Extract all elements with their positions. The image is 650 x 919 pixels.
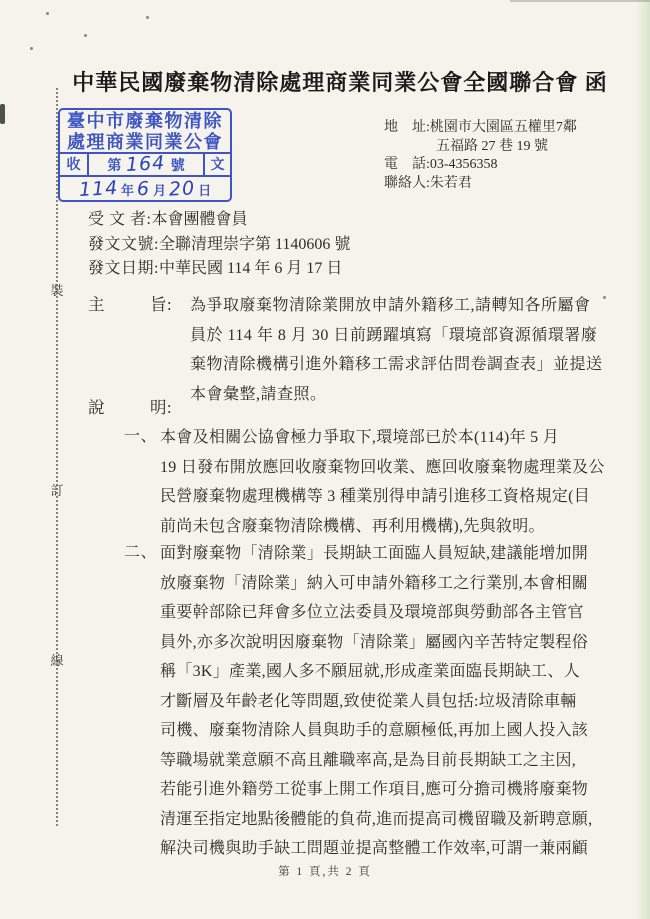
address-row [384, 119, 577, 138]
item2-text [160, 539, 592, 864]
doc-date-label: 發文日期: [88, 260, 159, 278]
stamp-number-suffix: 號 [170, 158, 185, 174]
stamp-doc-label: 文 [203, 154, 230, 175]
scan-speckle [84, 34, 87, 37]
item1-text [160, 423, 605, 541]
sender-contact-block [384, 119, 577, 193]
page-number-footer: 第 1 頁,共 2 頁 [278, 866, 372, 878]
explanation-label-second: 明: [150, 398, 173, 417]
item2-number: 二、 [124, 544, 158, 561]
scan-speckle [603, 296, 606, 299]
subject-line: 本會彙整,請查照。 [190, 385, 327, 403]
stamp-handwritten-day: 20 [168, 176, 196, 201]
item2-line: 重要幹部除已拜會多位立法委員及環境部與勞動部各主管官 [160, 604, 584, 622]
item2-line: 面對廢棄物「清除業」長期缺工面臨人員短缺,建議能增加開 [160, 545, 589, 562]
scan-speckle [30, 47, 33, 50]
address-line2: 五福路 27 巷 19 號 [436, 138, 548, 154]
item2-line: 員外,亦多次說明因廢棄物「清除業」屬國內辛苦特定製程俗 [160, 633, 589, 651]
stamp-handwritten-number: 164 [125, 151, 167, 177]
phone-label: 電 話: [384, 157, 430, 172]
item2-line: 若能引進外籍勞工從事上開工作項目,應可分擔司機將廢棄物 [160, 781, 589, 799]
doc-date-value: 中華民國 114 年 6 月 17 日 [158, 260, 343, 278]
stamp-day-unit: 日 [198, 182, 212, 198]
page-title: 中華民國廢棄物清除處理商業同業公會全國聯合會 函 [72, 70, 608, 95]
stamp-number-prefix: 第 [107, 158, 122, 174]
stamp-date-row [60, 177, 230, 201]
address-label: 地 址: [384, 120, 430, 135]
scan-speckle [146, 16, 149, 19]
subject-line: 棄物清除機構引進外籍移工需求評估問卷調查表」並提送 [190, 356, 603, 374]
doc-number-value: 全聯清理崇字第 1140606 號 [158, 235, 351, 253]
stamp-org-line1: 臺中市廢棄物清除 [67, 111, 223, 131]
item2-line: 等職場就業意願不高且離職率高,是為目前長期缺工之主因, [160, 751, 577, 769]
recipient-row [88, 208, 350, 233]
contact-person-value: 朱若君 [429, 175, 472, 191]
doc-date-row [88, 257, 350, 282]
item2-line: 才斷層及年齡老化等問題,致使從業人員包括:垃圾清除車輛 [160, 692, 577, 710]
item2-line: 稱「3K」產業,國人多不願屈就,形成產業面臨長期缺工、人 [160, 663, 580, 681]
doc-number-row [88, 233, 350, 258]
item2-line: 司機、廢棄物清除人員與助手的意願極低,再加上國人投入該 [160, 722, 589, 740]
contact-person-label: 聯絡人: [384, 175, 430, 191]
explanation-label-first: 說 [88, 398, 105, 417]
stamp-doc-number-cell [89, 151, 203, 177]
stamp-receive-label: 收 [60, 154, 89, 175]
subject-line: 為爭取廢棄物清除業開放申請外籍移工,請轉知各所屬會 [190, 297, 591, 314]
scan-smudge [0, 104, 5, 124]
item1-line: 民營廢棄物處理機構等 3 種業別得申請引進移工資格規定(目 [160, 488, 591, 506]
binding-mark-ding: 訂 [50, 483, 64, 498]
item1-line: 19 日發布開放應回收廢棄物回收業、應回收廢棄物處理業及公 [160, 458, 605, 476]
address-row2 [384, 138, 577, 157]
subject-label-second: 旨: [150, 295, 173, 314]
subject-line: 員於 114 年 8 月 30 日前踴躍填寫「環境部資源循環署廢 [190, 326, 598, 344]
letter-meta-block [88, 208, 350, 282]
item2-line: 解決司機與助手缺工問題並提高整體工作效率,可謂一兼兩顧 [160, 840, 589, 858]
phone-row [384, 156, 577, 175]
subject-label-first: 主 [88, 295, 105, 314]
item1-number: 一、 [124, 428, 158, 445]
stamp-handwritten-year: 114 [78, 176, 119, 201]
subject-text [190, 291, 603, 409]
receiving-stamp [58, 108, 232, 202]
stamp-doc-number-row [60, 152, 230, 177]
recipient-value: 本會團體會員 [151, 211, 248, 228]
address-line1: 桃園市大園區五權里7鄰 [429, 120, 577, 135]
item1-line: 前尚未包含廢棄物清除機構、再利用機構),先與敘明。 [160, 517, 545, 535]
item1-line: 本會及相關公協會極力爭取下,環境部已於本(114)年 5 月 [160, 429, 560, 446]
scan-speckle [46, 12, 49, 15]
doc-number-label: 發文文號: [88, 235, 159, 253]
binding-mark-zhuang: 裝 [50, 283, 64, 298]
recipient-label: 受 文 者: [88, 211, 152, 228]
binding-mark-xian: 線 [50, 653, 64, 668]
stamp-handwritten-month: 6 [136, 177, 151, 200]
stamp-month-unit: 月 [153, 182, 167, 198]
item2-line: 清運至指定地點後體能的負荷,進而提高司機留職及新聘意願, [160, 810, 593, 828]
phone-value: 03-4356358 [429, 157, 498, 172]
item2-line: 放廢棄物「清除業」納入可申請外籍移工之行業別,本會相關 [160, 574, 589, 592]
stamp-year-unit: 年 [120, 182, 134, 198]
contact-person-row [384, 175, 577, 194]
stamp-org-line2: 處理商業同業公會 [67, 132, 223, 152]
scan-edge-tint [636, 0, 650, 919]
scan-top-line [510, 0, 650, 2]
